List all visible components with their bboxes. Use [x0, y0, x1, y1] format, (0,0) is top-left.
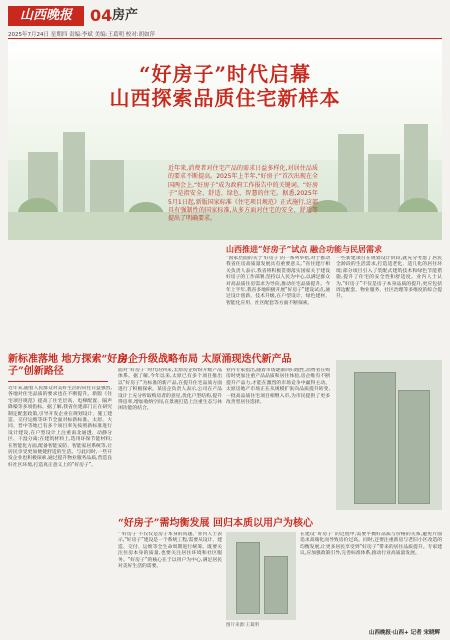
- building-shape: [90, 160, 124, 212]
- tower-shape: [264, 556, 288, 614]
- photo-caption: 图片来源:王葛明: [226, 623, 260, 628]
- building-shape: [63, 132, 85, 212]
- section-3-text-a: 面对“好房子”时代的到来,太原房企纷纷升级产品体系。据了解,今年以来,太原已有多个项目推出以“好房子”为标准的新产品,在提升住宅品质方面进行了积极探索。某房企负责人表示,公司在产品设计上充分听取购房者的意见,优化户型结构,提升得房率,增加收纳空间,在景观打造上注重生态与休闲功能的结合。: [118, 368, 222, 412]
- building-photo: [336, 360, 442, 510]
- section-2-rule: [8, 381, 108, 382]
- building-shape: [338, 134, 364, 212]
- section-label: 房产: [112, 8, 139, 23]
- header-divider: [8, 38, 442, 39]
- building-shape: [368, 154, 400, 212]
- section-1-text-a: “国家层面的关于‘好房子’的一系列举措,对于推动我省住房高质量发展具有重要意义。”省住建厅相关负责人表示,我省将积极贯彻落实国家关于建设好房子的工作部署,坚持以人民为中心,以满足群众对高品质住房需求为导向,推动住宅品质提升。今年上半年,我省多地积极开展“好房子”建设试点,通过设计创新、技术升级,在户型设计、绿色建材、智能化应用、社区配套等方面不断探索。: [226, 256, 330, 306]
- section-4-text-a: “‘好房子’不仅仅是房子本身的问题。”业内人士表示,“好房子”建设是一个系统工程,需要从设计、建造、交付、运维等全生命周期进行统筹。既要关注住房本身的质量,也要关注居住环境和社区服务。“好房子”的核心在于以用户为中心,满足居民对美好生活的需要。: [118, 532, 222, 570]
- headline-line-2: 山西探索品质住宅新样本: [109, 86, 341, 110]
- tower-shape: [398, 390, 430, 504]
- lead-summary: 近年来,消费者对住宅产品的需求日益多样化,对居住品质的要求不断提高。2025年上半年,“好房子”首次出现在全国两会上,“好房子”成为政府工作报告中的关键词。“好房子”是指安全、舒适、绿色、智慧的住宅。据悉,2025年5月1日起,新版国家标准《住宅项目规范》正式施行,这部具有强制性的国家标准,从多方面对住宅的安全、舒适等提出了明确要求。: [168, 165, 318, 223]
- page-number: 04: [90, 6, 113, 25]
- section-3-title: 房企升级战略布局 太原涌现迭代新产品: [118, 354, 292, 365]
- section-1-text-b: 一些新建项目在规划设计阶段,就充分考虑了居民全龄段的生活需求,打造适老化、适儿化的居住环境;部分项目引入了装配式建筑技术和绿色节能措施,提升了住宅的安全性和舒适度。业内人士认为,“好房子”不仅是房子本身品质的提升,更应包括周边配套、物业服务、社区治理等多维度的综合提升。: [336, 256, 442, 300]
- newspaper-logo: 山西晚报: [8, 6, 84, 26]
- section-2-text: 近年来,随着人民群众对美好生活的向往日益强烈,各地对住宅品质的要求也在不断提升。新版《住宅项目规范》提高了住宅层高、电梯配置、隔声降噪等多项指标。据了解,我省住建部门正在研究制定配套政策,引导开发企业在规划设计、施工建造、交付运维等环节全面对标新标准。太原、大同、晋中等地已有多个项目率先按照新标准进行设计建设,在户型设计上注重南北通透、动静分区、干湿分离;在建筑材料上,选用环保节能材料;在智能化方面,配备智能安防、智能家居系统等,让居民享受更加便捷舒适的生活。与此同时,一些开发企业也积极探索,通过提升物业服务品质,营造良好社区环境,打造真正意义上的“好房子”。: [8, 386, 112, 468]
- section-3-text-b: 业内专家指出,随着市场逐渐回归理性,消费者在购房时更加注重产品品质和居住体验,房企唯有不断提升产品力,才能在激烈的市场竞争中赢得主动。太原房地产市场正在从规模扩张向品质提升转变,一批高品质住宅项目相继入市,为市民提供了更多改善型居住选择。: [226, 368, 330, 406]
- section-4-text-b: 在建设“好房子”的过程中,需要平衡好品质与价格的关系,避免片面追求高端化而导致房价过高。同时,还要注重新房与老旧小区改造的均衡发展,让更多居民享受到“好房子”带来的居住品质提升。专家建议,应加强政策引导,完善标准体系,推动行业高质量发展。: [300, 532, 442, 557]
- tower-shape: [354, 372, 396, 504]
- masthead: [8, 6, 442, 28]
- info-line: 2025年7月24日 星期四 责编:李斌 美编:王葛明 校对:胡如萍: [8, 32, 156, 38]
- section-2-title: 新标准落地 地方探索“好房子”创新路径: [8, 354, 128, 377]
- project-photo: [226, 532, 296, 620]
- section-1-title: 山西推进“好房子”试点 融合功能与民居需求: [226, 244, 382, 254]
- tower-shape: [236, 542, 260, 614]
- author-signature: 山西晚报·山西+ 记者 宋晓辉: [368, 630, 440, 636]
- headline-line-1: “好房子”时代启幕: [138, 62, 311, 86]
- section-4-title: “好房子”需均衡发展 回归本质以用户为核心: [118, 518, 313, 529]
